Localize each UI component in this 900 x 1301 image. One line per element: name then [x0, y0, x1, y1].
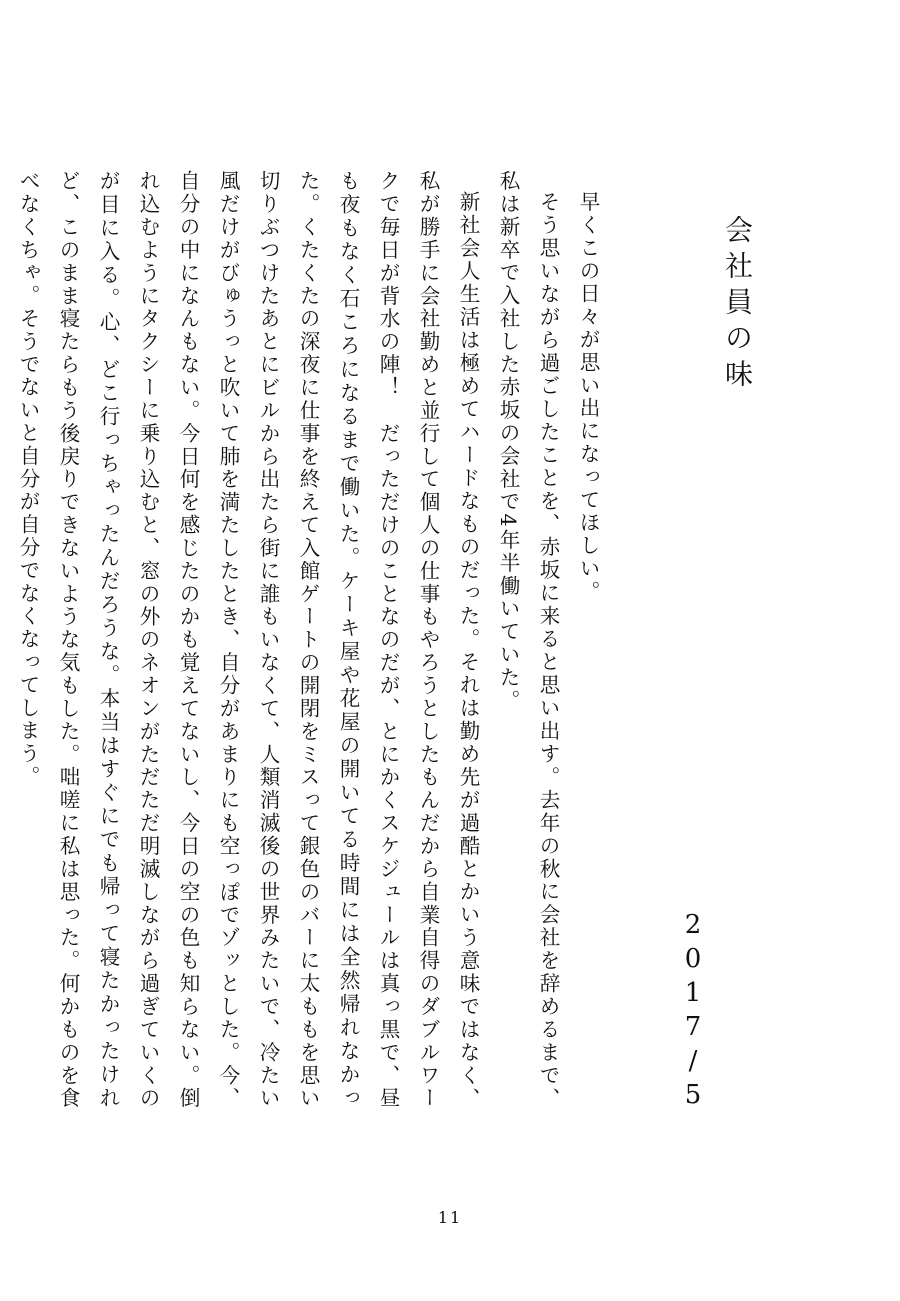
paragraph: そう思いながら過ごしたことを、赤坂に来ると思い出す。去年の秋に会社を辞めるまで、私は新卒で入社した赤坂の会社で4年半働いていた。	[496, 170, 560, 1110]
essay-body	[16, 170, 608, 1110]
paragraph: 早くこの日々が思い出になってほしい。	[576, 190, 600, 603]
essay-date: 2017/5	[678, 910, 708, 1114]
page-number: 11	[437, 1208, 463, 1227]
paragraph: 新社会人生活は極めてハードなものだった。それは勤め先が過酷とかいう意味ではなく、私が勝手に会社勤めと並行して個人の仕事もやろうとしたもんだから自業自得のダブルワークで毎日が背水の陣！ だっただけのことなのだが、とにかくスケジュールは真っ黒で、昼も夜もなく石ころになるまで働いた。ケーキ屋や花屋の開いてる時間には全然帰れなかった。くたくたの深夜に仕事を終えて入館ゲートの開閉をミスって銀色のバーに太ももを思い切りぶつけたあとにビルから出たら街に誰もいなくて、人類消滅後の世界みたいで、冷たい風だけがびゅうっと吹いて肺を満たしたとき、自分があまりにも空っぽでゾッとした。今、自分の中になんもない。今日何を感じたのかも覚えてないし、今日の空の色も知らない。倒れ込むようにタクシーに乗り込むと、窓の外のネオンがただただ明滅しながら過ぎていくのが目に入る。心、どこ行っちゃったんだろうな。本当はすぐにでも帰って寝たかったけれど、このまま寝たらもう後戻りできないような気もした。咄嗟に私は思った。何かものを食べなくちゃ。そうでないと自分が自分でなくなってしまう。	[16, 170, 480, 1110]
essay-title: 会社員の味	[721, 215, 754, 395]
